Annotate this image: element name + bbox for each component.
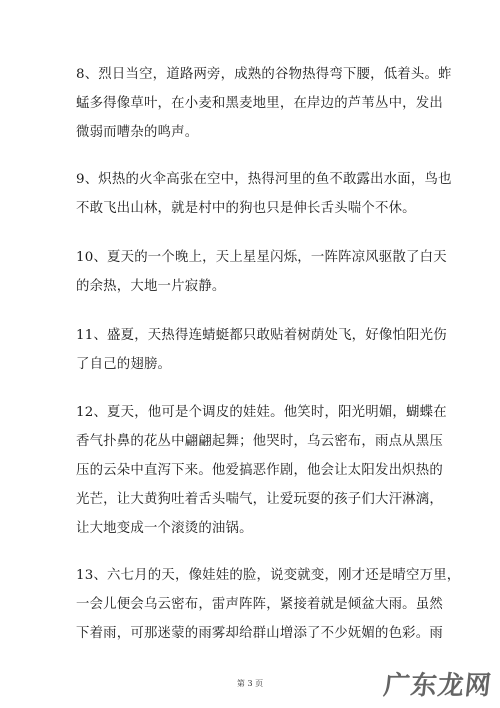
page-number: 第 3 页 bbox=[236, 679, 264, 688]
paragraph-9 bbox=[76, 165, 452, 223]
text-line: 一会儿便会乌云密布，雷声阵阵，紧接着就是倾盆大雨。虽然 bbox=[76, 597, 443, 612]
text-line: 香气扑鼻的花丛中翩翩起舞；他哭时，乌云密布，雨点从黑压 bbox=[76, 434, 443, 449]
text-line: 蜢多得像草叶，在小麦和黑麦地里，在岸边的芦苇丛中，发出 bbox=[76, 96, 443, 111]
text-line: 下着雨，可那迷蒙的雨雾却给群山增添了不少妩媚的色彩。雨 bbox=[76, 626, 443, 641]
text-line: 了自己的翅膀。 bbox=[76, 357, 172, 372]
text-line: 压的云朵中直泻下来。他爱搞恶作剧，他会让太阳发出炽热的 bbox=[76, 463, 443, 478]
text-line: 的余热，大地一片寂静。 bbox=[76, 279, 226, 294]
watermark-logo: 广东龙网 bbox=[382, 671, 494, 701]
text-line: 光芒，让大黄狗吐着舌头喘气，让爱玩耍的孩子们大汗淋漓， bbox=[76, 492, 443, 507]
paragraph-13 bbox=[76, 561, 461, 648]
paragraph-11 bbox=[76, 321, 447, 379]
paragraph-8 bbox=[76, 60, 452, 147]
text-line: 8、烈日当空，道路两旁，成熟的谷物热得弯下腰，低着头。蚱 bbox=[76, 67, 452, 82]
text-line: 13、六七月的天，像娃娃的脸，说变就变，刚才还是晴空万里， bbox=[76, 568, 461, 583]
text-line: 9、炽热的火伞高张在空中，热得河里的鱼不敢露出水面，鸟也 bbox=[76, 172, 452, 187]
text-line: 微弱而嘈杂的鸣声。 bbox=[76, 125, 199, 140]
paragraph-10 bbox=[76, 243, 447, 301]
text-line: 12、夏天，他可是个调皮的娃娃。他笑时，阳光明媚，蝴蝶在 bbox=[76, 405, 447, 420]
text-line: 让大地变成一个滚烫的油锅。 bbox=[76, 521, 253, 536]
text-line: 11、盛夏，天热得连蜻蜓都只敢贴着树荫处飞，好像怕阳光伤 bbox=[76, 328, 447, 343]
text-line: 10、夏天的一个晚上，天上星星闪烁，一阵阵凉风驱散了白天 bbox=[76, 250, 447, 265]
text-line: 不敢飞出山林，就是村中的狗也只是伸长舌头喘个不休。 bbox=[76, 201, 416, 216]
paragraph-12 bbox=[76, 398, 447, 543]
